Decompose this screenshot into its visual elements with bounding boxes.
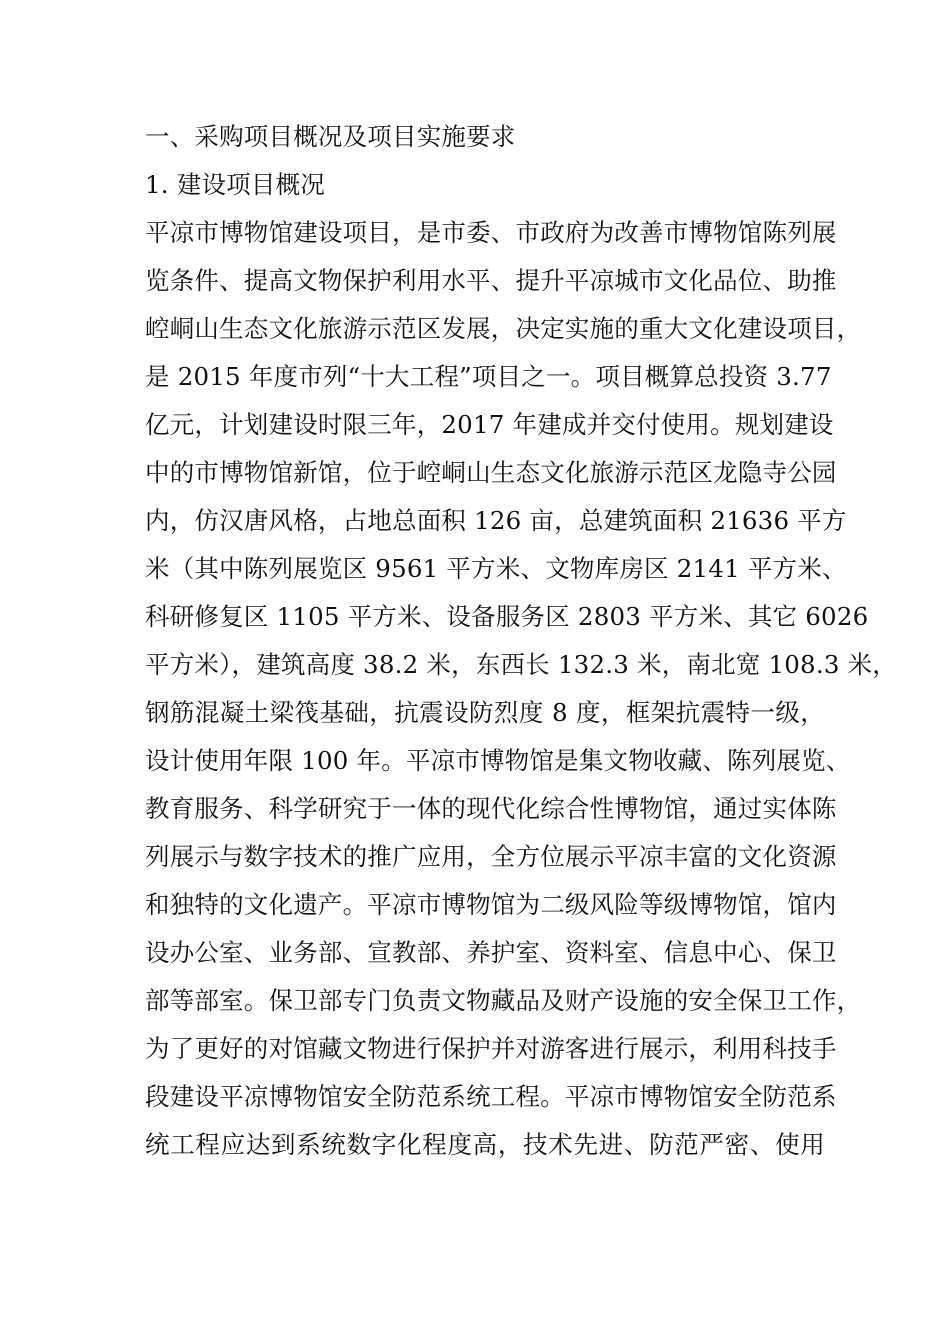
paragraph-line: 平凉市博物馆建设项目，是市委、市政府为改善市博物馆陈列展 (145, 218, 837, 247)
body-paragraph (145, 209, 898, 1169)
paragraph-line: 平方米），建筑高度 38.2 米，东西长 132.3 米，南北宽 108.3 米， (145, 650, 898, 679)
paragraph-line: 是 2015 年度市列“十大工程”项目之一。项目概算总投资 3.77 (145, 362, 832, 391)
paragraph-line: 段建设平凉博物馆安全防范系统工程。平凉市博物馆安全防范系 (145, 1082, 837, 1111)
document-body (145, 113, 898, 1169)
section-heading: 一、采购项目概况及项目实施要求 (145, 122, 516, 151)
paragraph-line: 崆峒山生态文化旅游示范区发展，决定实施的重大文化建设项目， (145, 314, 862, 343)
paragraph-line: 中的市博物馆新馆，位于崆峒山生态文化旅游示范区龙隐寺公园 (145, 458, 837, 487)
paragraph-line: 列展示与数字技术的推广应用，全方位展示平凉丰富的文化资源 (145, 842, 837, 871)
paragraph-line: 设办公室、业务部、宣教部、养护室、资料室、信息中心、保卫 (145, 938, 837, 967)
paragraph-line: 内，仿汉唐风格，占地总面积 126 亩，总建筑面积 21636 平方 (145, 506, 847, 535)
paragraph-line: 钢筋混凝土梁筏基础，抗震设防烈度 8 度，框架抗震特一级， (145, 698, 825, 727)
paragraph-line: 部等部室。保卫部专门负责文物藏品及财产设施的安全保卫工作， (145, 986, 862, 1015)
subsection-heading: 1. 建设项目概况 (145, 170, 325, 199)
paragraph-line: 设计使用年限 100 年。平凉市博物馆是集文物收藏、陈列展览、 (145, 746, 851, 775)
paragraph-line: 教育服务、科学研究于一体的现代化综合性博物馆，通过实体陈 (145, 794, 837, 823)
paragraph-line: 览条件、提高文物保护利用水平、提升平凉城市文化品位、助推 (145, 266, 837, 295)
paragraph-line: 米（其中陈列展览区 9561 平方米、文物库房区 2141 平方米、 (145, 554, 847, 583)
paragraph-line: 科研修复区 1105 平方米、设备服务区 2803 平方米、其它 6026 (145, 602, 869, 631)
paragraph-line: 亿元，计划建设时限三年，2017 年建成并交付使用。规划建设 (145, 410, 834, 439)
paragraph-line: 统工程应达到系统数字化程度高，技术先进、防范严密、使用 (145, 1130, 825, 1159)
paragraph-line: 和独特的文化遗产。平凉市博物馆为二级风险等级博物馆，馆内 (145, 890, 837, 919)
paragraph-line: 为了更好的对馆藏文物进行保护并对游客进行展示，利用科技手 (145, 1034, 837, 1063)
